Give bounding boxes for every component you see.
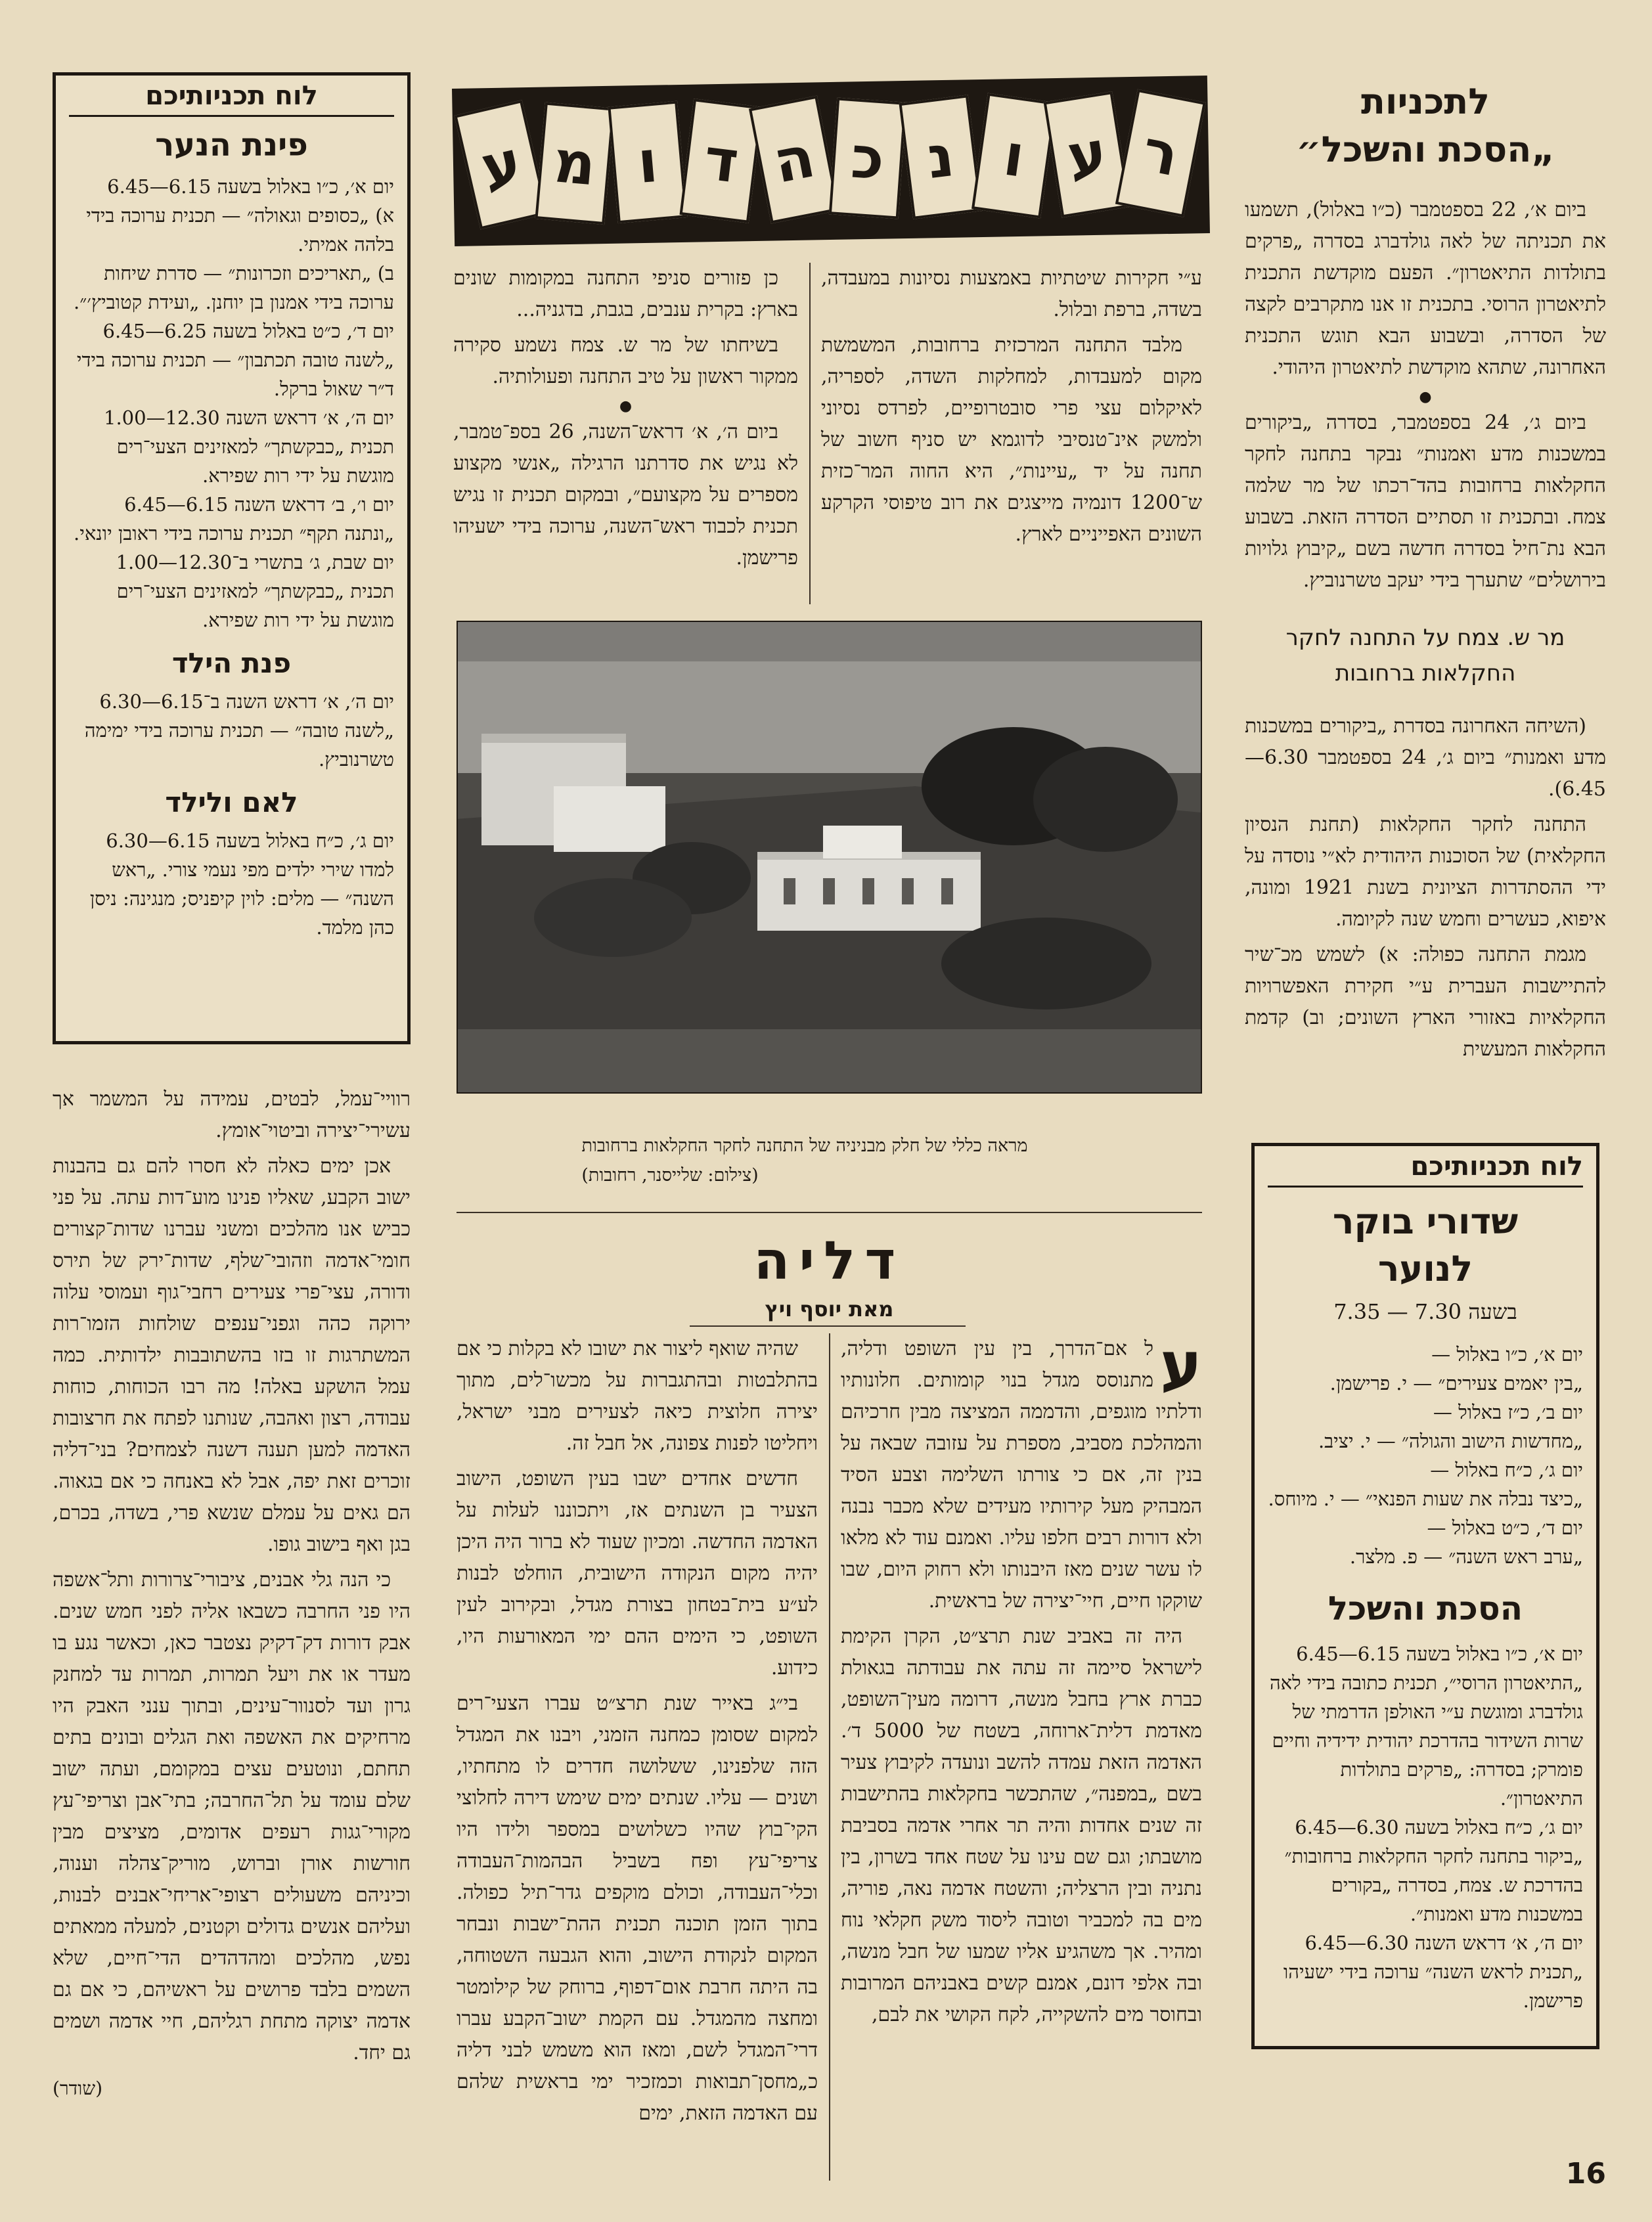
- article-body: [1245, 194, 1606, 596]
- right-column: [1245, 79, 1606, 1069]
- drop-cap: ע: [1160, 1328, 1202, 1402]
- schedule-entry: „תכנית לראש השנה״ ערוכה בידי ישעיהו פרישמן.: [1283, 1961, 1583, 2012]
- paragraph: ע״י חקירות שיטתיות באמצעות נסיונות במעבדה, בשדה, ברפת ובלול.: [821, 267, 1202, 321]
- paragraph: מגמת התחנה כפולה: א) לשמש מכ־שיר להתיישבות העברית ע״י חקירת האפשרויות החקלאיות באזורי הארץ השונים; וב) קדמת החקלאות המעשית: [1245, 943, 1606, 1061]
- masthead-letter: מ: [535, 102, 614, 225]
- masthead-letter: ו: [608, 101, 688, 224]
- section-subtitle: בשעה 7.30 — 7.35: [1333, 1299, 1517, 1324]
- schedule-box-header: לוח תכניותיכם: [69, 81, 394, 117]
- schedule-entries: [69, 172, 394, 634]
- schedule-entry: יום ד׳, כ״ט באלול —: [1427, 1517, 1583, 1539]
- section-title: הסכת והשכל: [1328, 1589, 1523, 1628]
- masthead-letter: ה: [749, 95, 839, 223]
- schedule-entry: יום ד׳, כ״ט באלול בשעה 6.25—6.45: [102, 320, 394, 342]
- schedule-entry: תכנית „כבקשתך״ למאזינים הצעי־רים מוגשת על ידי רות שפירא.: [116, 435, 394, 487]
- story-title: דליה: [753, 1230, 905, 1291]
- schedule-entries: [69, 826, 394, 942]
- page-number: 16: [1565, 2157, 1606, 2190]
- schedule-entry: יום א׳, כ״ו באלול —: [1431, 1343, 1583, 1366]
- story-paragraph: כי הנה גלי אבנים, ציבורי־צרורות ותל־אשפה היו פני החרבה כשבאו אליה לפני חמש שנים. אבק דורות דק־דקיק נצטבר כאן, וכאשר נגע בו מעדר או את ויעל תמרות, תמרות עד למחנק גרון ועד לסנוור־עינים, ובתוך ענני האבק היו מרחיקים את האשפה ואת הגלים ובונים בתים תחתם, ונוטעים עצים במקומם, ועתה ישוב שלם עומד על תל־החרבה; בתי־אבן וצריפי־עץ מקורי־גגות רעפים אדומים, מציצים מבין חורשות אורן וברוש, מוריק־צהלה וענוה, וכיניהם משעולים רצופי־אריחי־אבנים לבנות, ועליהם אנשים גדולים וקטנים, למעלה ממאתים נפש, מהלכים ומהדהדים הדי־חיים, שלא השמים בלבד פרושים על ראשיהם, כי אם גם אדמה יצוקה מתחת רגליהם, חיי אדמה ושמים גם יחד.: [53, 1568, 411, 2064]
- schedule-entry: „התיאטרון הרוסי״, תכנית כתובה בידי לאה גולדברג ומוגשת ע״י האולפן הדרמתי של שרות השידור בהדרכת יהודית ידידיה וחיים פומרק; בסדרה: „פרקים בתולדות התיאטרון״.: [1269, 1672, 1583, 1810]
- schedule-entry: יום ה׳, א׳ דראש השנה 6.30—6.45: [1305, 1932, 1583, 1954]
- masthead-letter: כ: [829, 98, 906, 219]
- section-title: לאם ולילד: [165, 786, 298, 818]
- schedule-entries: [1268, 1340, 1583, 1571]
- story-paragraph: שהיה שואף ליצור את ישובו לא בקלות כי אם בהתלבטות ובהתגברות על מכשו־לים, מתוך יצירה חלוצית כיאה לצעירים מבני ישראל, ויחליטו לפנות צפונה, אל חבל זה.: [457, 1337, 818, 1455]
- schedule-entry: יום ג׳, כ״ח באלול —: [1430, 1459, 1583, 1481]
- masthead-letter: ע: [454, 100, 548, 229]
- story-paragraph: בי״ג באייר שנת תרצ״ט עברו הצעי־רים למקום שסומן כמחנה הזמני, ויבנו את המגדל הזה שלפנינו, ששלושה חדרים לו מתחתיו, ושנים — עליו. שנתים ימים שימש דירה לחלוצי הקי־בוץ שהיו כשלושים במספר ולידו היו צריפי־עץ ופח בשביל הבהמות־העבודה וכלי־העבודה, וכולם מוקפים גדר־תיל כפולה. בתוך הזמן תוכנה תכנית ההת־ישבות ונבחר המקום לנקודת הישוב, והוא הגבעה השטוחה, בה היתה חרבת אום־דפוף, ברוחק של קילומטר ומחצה מהמגדל. עם הקמת ישוב־הקבע עברו דרי־המגדל לשם, ומאז הוא משמש לבני דליה כ„מחסן־תבואות וכמזכיר ימי בראשית שלהם עם האדמה הזאת, ימים: [457, 1692, 818, 2125]
- schedule-entry: יום ג׳, כ״ח באלול בשעה 6.30—6.45: [1295, 1816, 1583, 1838]
- masthead-letter: נ: [899, 95, 983, 219]
- schedule-box-left: [53, 72, 411, 1044]
- schedule-entry: „ערב ראש השנה״ — פ. מלצר.: [1349, 1545, 1583, 1568]
- schedule-box-header: לוח תכניותיכם: [1268, 1151, 1583, 1188]
- schedule-entries: [69, 687, 394, 774]
- schedule-entry: יום ה׳, א׳ דראש השנה ב־6.15—6.30: [99, 690, 394, 713]
- middle-column-b: [453, 263, 798, 578]
- schedule-entries: [1268, 1639, 1583, 2015]
- schedule-entry: יום א׳, כ״ו באלול בשעה 6.15—6.45: [107, 175, 394, 198]
- photo-credit: (צילום: שלייסנר, רחובות): [581, 1165, 759, 1186]
- schedule-entry: ב) „תאריכים וזכרונות״ — סדרת שיחות ערוכה בידי אמנון בן יוחנן. „ועידת קטוביץ׳״.: [74, 262, 394, 313]
- schedule-entry: „בין יאמים צעירים״ — י. פרישמן.: [1329, 1372, 1583, 1394]
- story-byline: מאת יוסף ויץ: [765, 1297, 894, 1322]
- schedule-entry: א) „כסופים וגאולה״ — תכנית ערוכה בידי בלהה אמיתי.: [86, 204, 394, 256]
- paragraph: ביום ה׳, א׳ דראש־השנה, 26 בספ־טמבר, לא נגיש את סדרתנו הרגילה „אנשי מקצוע מספרים על מקצועם״, ובמקום תכנית זו נגיש תכנית לכבוד ראש־השנה, ערוכה בידי ישעיהו פרישמן.: [453, 420, 798, 569]
- column-rule: [829, 1333, 830, 2181]
- paragraph: כן פזורים סניפי התחנה במקומות שונים בארץ: בקרית ענבים, בגבת, בדגניה...: [453, 267, 798, 321]
- masthead-letter-row: [465, 94, 1196, 223]
- column-rule: [809, 263, 811, 604]
- section-title: פינת הנער: [155, 127, 308, 164]
- masthead-letter: ע: [1044, 91, 1131, 217]
- story-top-rule: [457, 1212, 1202, 1213]
- schedule-entry: תכנית „כבקשתך״ למאזינים הצעי־רים מוגשת על ידי רות שפירא.: [116, 580, 394, 631]
- masthead-books: [452, 76, 1210, 246]
- article-title-line1: לתכניות: [1361, 81, 1490, 122]
- masthead-letter: ר: [1115, 89, 1206, 217]
- masthead-letter: ד: [679, 99, 763, 223]
- story-column-1: [841, 1328, 1202, 2035]
- schedule-entry: „ביקור בתחנה לחקר החקלאות ברחובות״ בהדרכת ש. צמח, בסדרה „בקורים במשכנות מדע ואמנות״.: [1284, 1845, 1583, 1925]
- paragraph: ביום א׳, 22 בספטמבר (כ״ו באלול), תשמעו את תכניתה של לאה גולדברג בסדרה „פרקים בתולדות התיאטרון״. הפעם מוקדשת התכנית לתיאטרון הרוסי. בתכנית זו אנו מתקרבים לקצה של הסדרה, ובשבוע הבא תוגש התכנית האחרונה, שתהא מוקדשת לתיאטרון היהודי.: [1245, 198, 1606, 379]
- paragraph: ביום ג׳, 24 בספטמבר, בסדרה „ביקורים במשכנות מדע ואמנות״ נבקר בתחנה לחקר החקלאות ברחובות בהד־רכתו של מר שלמה צמח. ובתכנית זו תסתיים הסדרה הזאת. בשבוע הבא נת־חיל בסדרה חדשה בשם „קיבוץ גלויות בירושלים״ שתערך בידי יעקב טשרנוביץ.: [1245, 411, 1606, 592]
- schedule-entry: „לשנה טובה״ — תכנית ערוכה בידי ימימה טשרנוביץ.: [84, 719, 394, 770]
- paragraph: (השיחה האחרונה בסדרת „ביקורים במשכנות מדע ואמנות״ ביום ג׳, 24 בספטמבר 6.30—6.45).: [1245, 715, 1606, 801]
- schedule-entry: יום ו׳, ב׳ דראש השנה 6.15—6.45: [124, 493, 394, 516]
- story-paragraph: אכן ימים כאלה לא חסרו להם גם בהבנות ישוב הקבע, שאליו פנינו מוע־דות עתה. על פני כביש אנו מהלכים ומשני עברנו שדות־קצורים חומי־אדמה וזהובי־שלף, שדות־ירק של תירס ודורה, עצי־פרי צעירים רחבי־גוף ועמוסי עלוה ירוקה כהה וגפני־ענפים שולחות הזמו־רות המשתרגות זו בזו בהשתובבות ילדותית. כמה עמל הושקע באלה! מה רבו הכוחות, כוחות עבודה, רצון ואהבה, שנותנו לפתח את חרצובות האדמה למען תענה דשנה לצמחים? בני־דליה זוכרים זאת יפה, אבל לא באנחה כי אם בגאוה. הם גאים על עמלם שנשא פרי, בשדה, בכרם, בגן ואף בישוב גופו.: [53, 1155, 411, 1556]
- paragraph: בשיחתו של מר ש. צמח נשמע סקירה ממקור ראשון על טיב התחנה ופעולותיה.: [453, 334, 798, 388]
- sub-heading: מר ש. צמח על התחנה לחקר החקלאות ברחובות: [1285, 625, 1565, 686]
- story-paragraph: [841, 1328, 1202, 1617]
- schedule-entry: „מחדשות הישוב והגולה״ — י. יציב.: [1318, 1430, 1583, 1452]
- schedule-entry: יום ה׳, א׳ דראש השנה 12.30—1.00: [104, 407, 394, 429]
- schedule-entry: „כיצד נבלה את שעות הפנאי״ — י. מיוחס.: [1268, 1488, 1583, 1510]
- photo-caption: מראה כללי של חלק מבניניה של התחנה לחקר החקלאות ברחובות: [581, 1136, 1028, 1156]
- separator-dot: ●: [1419, 389, 1432, 405]
- schedule-entry: יום א׳, כ״ו באלול בשעה 6.15—6.45: [1296, 1643, 1583, 1665]
- schedule-entry: „לשנה טובה תכתבון״ — תכנית ערוכה בידי ד״ר שאול ברקל.: [76, 349, 394, 400]
- schedule-entry: למדו שירי ילדים מפי נעמי צורי. „ראש השנה״ — מלים: לוין קיפניס; מנגינה: ניסן כהן מלמד.: [89, 858, 394, 939]
- middle-column-a: [821, 263, 1202, 554]
- separator-dot: ●: [619, 398, 633, 414]
- story-column-2: [457, 1333, 818, 2133]
- paragraph: התחנה לחקר החקלאות (תחנת הנסיון החקלאית) של הסוכנות היהודית לא״י נוסדה על ידי ההסתדרות הציונית בשנת 1921 ומונה, איפוא, כעשרים וחמש שנה לקיומה.: [1245, 813, 1607, 931]
- photo-illustration: [457, 622, 1201, 1094]
- story-paragraph-text: ל אם־הדרך, בין עין השופט ודליה, מתנוסס מגדל בנוי קומותים. חלונותיו ודלתיו מוגפים, והדממה המציצה מבין חרכיהם והמהלכת מסביב, מספרת על עזובה שבאה על בנין זה, אם כי צורתו השלימה וצבע הסיד המבהיק מעל קירותיו מעידים שלא מכבר נבנה ולא דורות רבים חלפו עליו. ואמנם עוד לא מלאו לו עשר שנים מאז היבנותו ולא רחוק היום, שבו שוקקו חיים, חיי־יצירה של בראשית.: [841, 1337, 1202, 1612]
- station-photo: [457, 621, 1202, 1094]
- paragraph: מלבד התחנה המרכזית ברחובות, המשמשת מקום למעבדות, למחלקות השדה, לספריה, לאיקלום עצי פרי סובטרופיים, לפרדס נסיוני ולמשק אינ־טנסיבי לדוגמא יש סניף חשוב של תחנה על יד „עיינות״, היא החוה המר־כזית ש־1200 דונמיה מייצגים את רוב טיפוסי הקרקע השונים האפייניים לארץ.: [821, 334, 1202, 546]
- story-signature: (שודר): [53, 2078, 103, 2099]
- schedule-box-right: [1251, 1143, 1599, 2049]
- story-paragraph: חדשים אחדים ישבו בעין השופט, הישוב הצעיר בן השנתים אז, ויתכוננו לעלות על האדמה החדשה. ומכיון שעוד לא ברור היה היכן יהיה מקום הנקודה הישובית, הוחלט לבנות לע״ע בית־בטחון בצורת מגדל, ובקירוב לעין השופט, כי הימים ההם ימי המאורעות היו, כידוע.: [457, 1467, 818, 1679]
- section-title: פנת הילד: [171, 647, 292, 679]
- schedule-entry: „ונתנה תקף״ תכנית ערוכה בידי ראובן יונאי.: [74, 522, 394, 544]
- story-paragraph: היה זה באביב שנת תרצ״ט, הקרן הקימת לישראל סיימה זה עתה את עבודתה בגאולת כברת ארץ בחבל מנשה, דרומה מעין־השופט, מאדמת דלית־ארוחה, בשטח של 5000 ד׳. האדמה הזאת עמדה להשב ונועדה לקיבוץ צעיר בשם „במפנה״, שהתכשר בחקלאות בהתישבות זה שנים אחדות והיה תר אחרי אדמה בסביבת מושבתו; וגם שם עינו על שטח אחד בשרון, בין נתניה ובין הרצליה; והשטח אדמה נאה, פוריה, מים בה למכביר וטובה ליסוד משק חקלאי נוח ומהיר. אך משהגיע אליו שמעו של חבל מנשה, ובה אלפי דונם, אמנם קשים באבניהם המרובות ובחוסר מים להשקייה, לקח הקושי את לבם,: [841, 1625, 1202, 2026]
- article-body-2: [1245, 711, 1606, 1065]
- story-byline-rule: [690, 1325, 966, 1327]
- story-paragraph: רוויי־עמל, לבטים, עמידה על המשמר אך עשירי־יצירה וביטוי־אומץ.: [53, 1088, 411, 1142]
- masthead-letter: ו: [971, 93, 1057, 219]
- schedule-entry: יום שבת, ג׳ בתשרי ב־12.30—1.00: [116, 551, 394, 573]
- story-column-3: [53, 1084, 411, 2104]
- schedule-entry: יום ב׳, כ״ז באלול —: [1433, 1401, 1583, 1423]
- schedule-entry: יום ג׳, כ״ח באלול בשעה 6.15—6.30: [106, 830, 394, 852]
- article-title-line2: „הסכת והשכל״: [1296, 129, 1555, 170]
- section-title: שדורי בוקר לנוער: [1332, 1201, 1519, 1289]
